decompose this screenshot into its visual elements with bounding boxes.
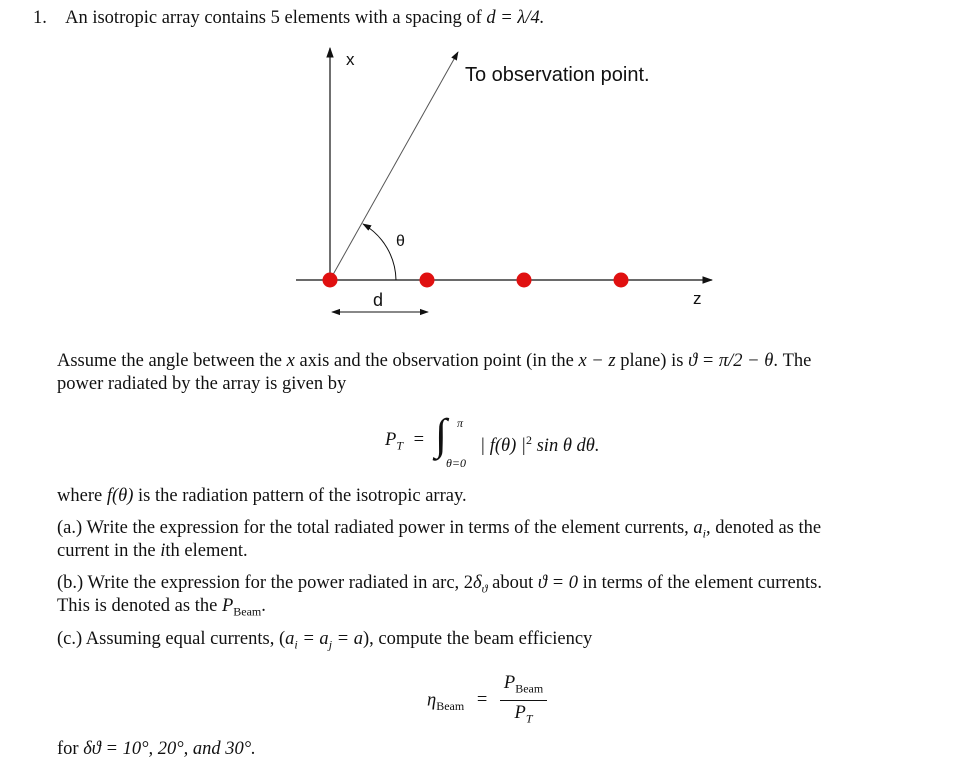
part-b-line-1: (b.) Write the expression for the power radiated in arc, $2\delta_ϑ$ about ϑ = 0 in terms of the element currents. [57,573,822,596]
part-c-line: (c.) Assuming equal currents, $(a_i = a_j = a)$, compute the beam efficiency [57,629,593,652]
z-axis-label: z [693,289,702,308]
power-equation-lhs: $P_T$ = [385,430,425,453]
spacing-label: d [373,290,384,310]
x-axis-label: x [346,50,355,69]
power-equation-rhs: | f(θ) $|^2$ sin θ dθ. [480,433,600,457]
assume-line-1: Assume the angle between the x axis and the observation point (in the x − z plane) is ϑ = π/2 − θ. The [57,351,812,371]
part-a-line-1: (a.) Write the expression for the total radiated power in terms of the element currents, $a_i$, denoted as the [57,518,822,541]
array-element [323,273,338,288]
observation-label: To observation point. [465,64,650,86]
integral-upper: π [457,416,464,430]
array-element [420,273,435,288]
angle-arc [363,224,396,280]
assume-line-2: power radiated by the array is given by [57,374,347,394]
observation-line [330,52,458,280]
array-element [614,273,629,288]
efficiency-equation: $\eta_{Beam}$ = $\frac{P_{Beam}}{P_T}$ [427,672,547,730]
part-b-line-2: This is denoted as the $P_{Beam}$. [57,596,266,619]
array-element [517,273,532,288]
angle-label: θ [396,233,405,250]
array-figure [0,0,973,340]
for-line: for δϑ = 10°, 20°, and 30°. [57,739,256,759]
problem-text: An isotropic array contains 5 elements with a spacing of [65,8,487,28]
integral-lower: θ=0 [446,456,466,470]
problem-number: 1. [33,8,47,28]
efficiency-fraction: $\frac{P_{Beam}}{P_T}$ [500,672,547,730]
where-line: where f(θ) is the radiation pattern of the isotropic array. [57,486,467,506]
integral-sign: ∫ [435,410,448,459]
part-a-line-2: current in the ith element. [57,541,248,561]
problem-math: d = λ/4. [486,8,545,28]
